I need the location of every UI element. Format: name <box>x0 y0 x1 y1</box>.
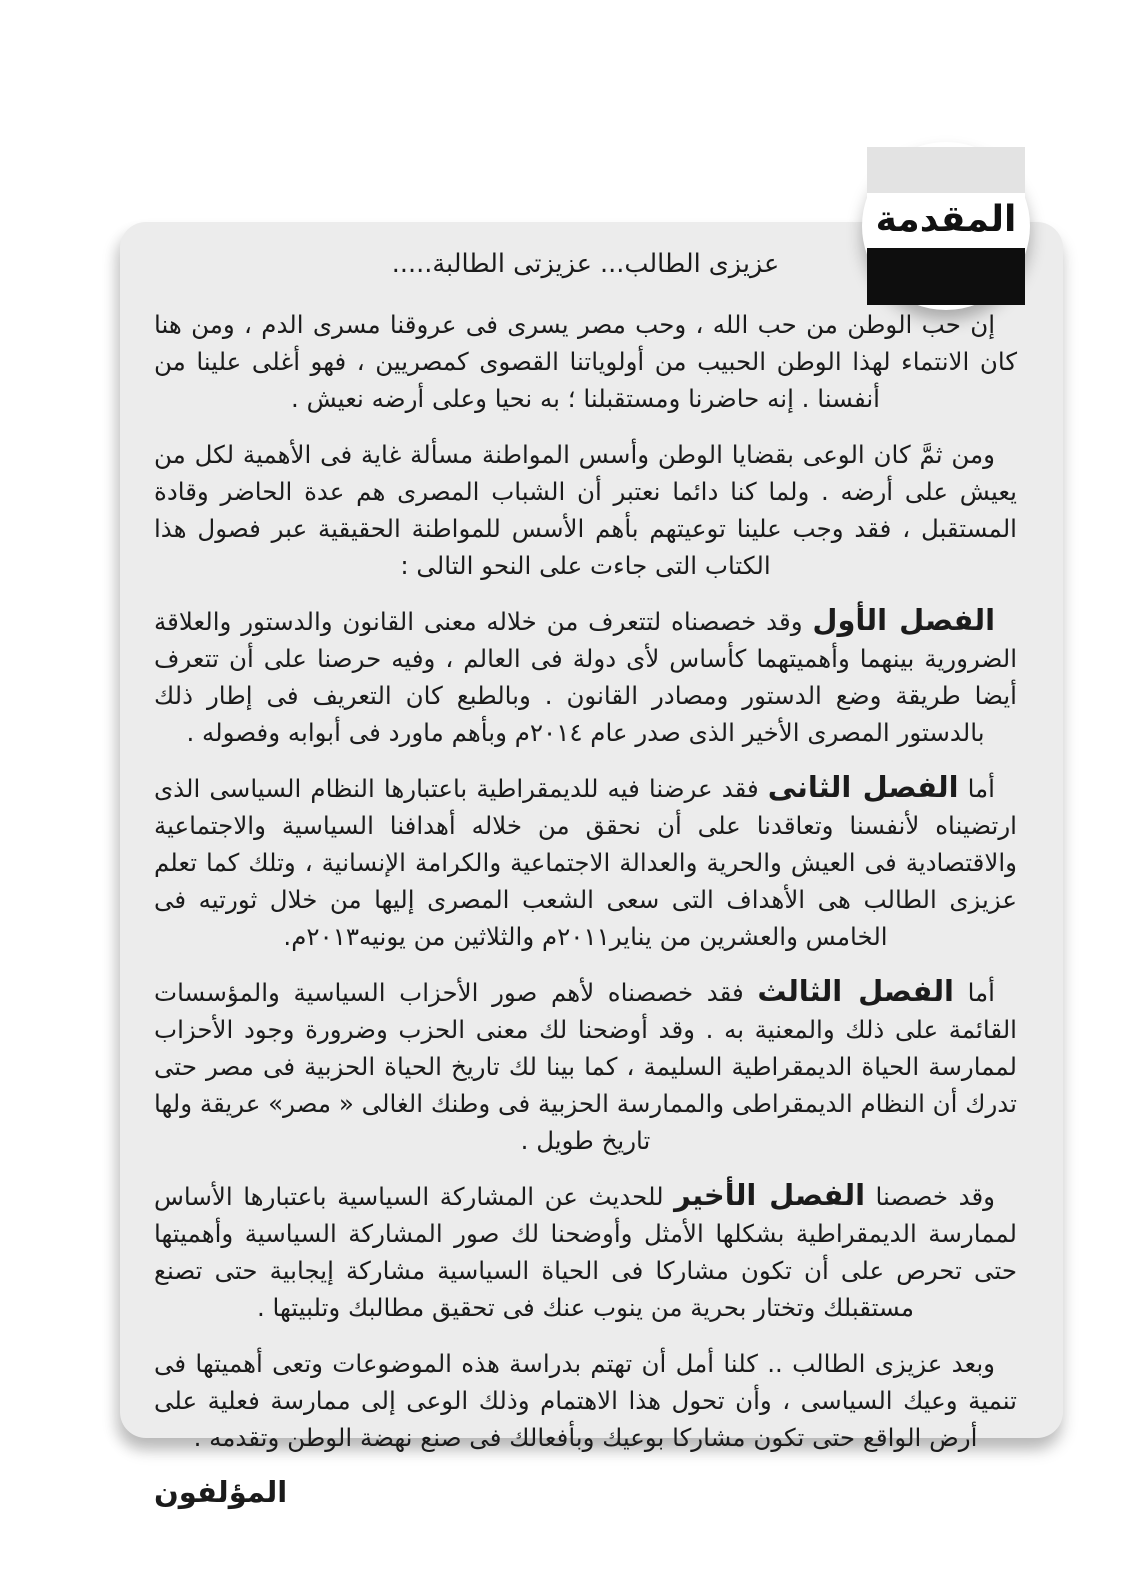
badge-stripe-gray <box>867 147 1025 193</box>
paragraph-text: أما <box>958 774 995 803</box>
intro-page-content <box>120 222 1063 1509</box>
paragraph-text: إن حب الوطن من حب الله ، وحب مصر يسرى فى عروقنا مسرى الدم ، ومن هنا كان الانتماء لهذا الوطن الحبيب من أولوياتنا القصوى كمصريين ، فهو أغلى علينا من أنفسنا . إنه حاضرنا ومستقبلنا ؛ به نحيا وعلى أرضه نعيش . <box>154 310 1017 413</box>
paragraph-chapter-three <box>154 973 1017 1159</box>
paragraph-text: وبعد عزيزى الطالب .. كلنا أمل أن تهتم بدراسة هذه الموضوعات وتعى أهميتها فى تنمية وعيك السياسى ، وأن تحول هذا الاهتمام وذلك الوعى إلى ممارسة فعلية على أرض الواقع حتى تكون مشاركا بوعيك وبأفعالك فى صنع نهضة الوطن وتقدمه . <box>154 1349 1017 1452</box>
greeting-line: عزيزى الطالب... عزيزتى الطالبة..... <box>391 249 780 279</box>
paragraph-closing-hope <box>154 1344 1017 1456</box>
paragraph-text: ومن ثمَّ كان الوعى بقضايا الوطن وأسس المواطنة مسألة غاية فى الأهمية لكل من يعيش على أرضه . ولما كنا دائما نعتبر أن الشباب المصرى هم عدة الحاضر وقادة المستقبل ، فقد وجب علينا توعيتهم بأهم الأسس للمواطنة الحقيقية عبر فصول هذا الكتاب التى جاءت على النحو التالى : <box>154 440 1017 580</box>
chapter-three-title-bold: الفصل الثالث <box>757 974 954 1008</box>
paragraph-text: فقد خصصناه لأهم صور الأحزاب السياسية والمؤسسات القائمة على ذلك والمعنية به . وقد أوضحنا لك معنى الحزب وضرورة وجود الأحزاب لممارسة الحياة الديمقراطية السليمة ، كما بينا لك تاريخ الحياة الحزبية فى مصر حتى تدرك أن النظام الديمقراطى والممارسة الحزبية فى وطنك الغالى « مصر» عريقة ولها تاريخ طويل . <box>154 978 1017 1155</box>
paragraph-love-of-homeland <box>154 305 1017 417</box>
chapter-last-title-bold: الفصل الأخير <box>674 1178 866 1212</box>
chapter-one-title-bold: الفصل الأول <box>812 603 995 637</box>
paragraph-text: وقد خصصناه لتتعرف من خلاله معنى القانون والدستور والعلاقة الضرورية بينهما وأهميتهما كأساس لأى دولة فى العالم ، وفيه حرصنا على أن تتعرف أيضا طريقة وضع الدستور ومصادر القانون . وبالطبع كان التعريف فى إطار ذلك بالدستور المصرى الأخير الذى صدر عام ٢٠١٤م وبأهم ماورد فى أبوابه وفصوله . <box>154 607 1017 747</box>
paragraph-chapter-two <box>154 769 1017 955</box>
authors-signature: المؤلفون <box>154 1475 288 1509</box>
badge-stripe-black <box>867 248 1025 305</box>
paragraph-text: وقد خصصنا <box>865 1182 995 1211</box>
chapter-two-title-bold: الفصل الثانى <box>767 770 959 804</box>
paragraph-text: للحديث عن المشاركة السياسية باعتبارها الأساس لممارسة الديمقراطية بشكلها الأمثل وأوضحنا لك صور المشاركة السياسية وأهميتها حتى تحرص على أن تكون مشاركا فى الحياة السياسية مشاركة إيجابية حتى تصنع مستقبلك وتختار بحرية من ينوب عنك فى تحقيق مطالبك وتلبيتها . <box>154 1182 1017 1322</box>
paragraph-text: أما <box>953 978 995 1007</box>
paragraph-chapter-last <box>154 1177 1017 1326</box>
paragraph-text: فقد عرضنا فيه للديمقراطية باعتبارها النظام السياسى الذى ارتضيناه لأنفسنا وتعاقدنا على أن نحقق من خلاله أهدافنا السياسية والاجتماعية والاقتصادية فى العيش والحرية والعدالة الاجتماعية والكرامة الإنسانية ، وتلك كما تعلم عزيزى الطالب هى الأهداف التى سعى الشعب المصرى إليها من خلال ثورتيه فى الخامس والعشرين من يناير٢٠١١م والثلاثين من يونيه٢٠١٣م. <box>154 774 1017 951</box>
paragraph-awareness-citizenship <box>154 435 1017 584</box>
intro-page-card <box>120 222 1063 1509</box>
paragraph-chapter-one <box>154 602 1017 751</box>
badge-title-band <box>867 193 1025 248</box>
chapter-badge <box>862 142 1030 310</box>
badge-title: المقدمة <box>875 199 1017 241</box>
